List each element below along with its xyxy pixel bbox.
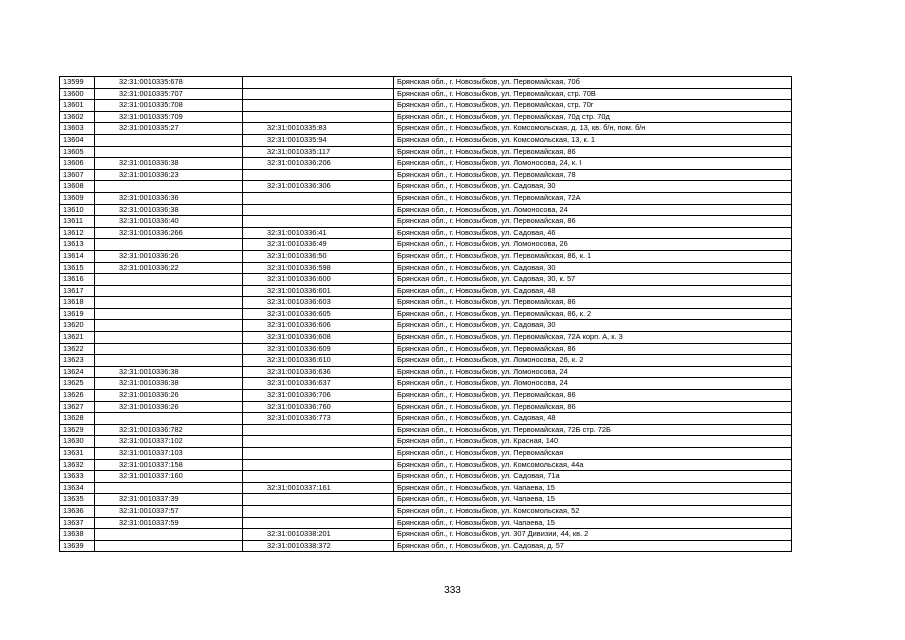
address-cell: Брянская обл., г. Новозыбков, ул. Ломоносова, 24 [394, 204, 792, 216]
land-cadastral-number-cell: 32:31:0010336:22 [95, 262, 243, 274]
land-cadastral-number-cell [95, 540, 243, 552]
building-cadastral-number-cell [243, 100, 394, 112]
building-cadastral-number-cell: 32:31:0010336:50 [243, 250, 394, 262]
address-cell: Брянская обл., г. Новозыбков, ул. Первомайская, 86 [394, 343, 792, 355]
address-cell: Брянская обл., г. Новозыбков, ул. Ломоносова, 26 [394, 239, 792, 251]
row-number-cell: 13622 [60, 343, 95, 355]
land-cadastral-number-cell: 32:31:0010336:38 [95, 366, 243, 378]
address-cell: Брянская обл., г. Новозыбков, ул. Садовая, 30 [394, 181, 792, 193]
land-cadastral-number-cell [95, 134, 243, 146]
row-number-cell: 13627 [60, 401, 95, 413]
row-number-cell: 13602 [60, 111, 95, 123]
row-number-cell: 13639 [60, 540, 95, 552]
building-cadastral-number-cell [243, 216, 394, 228]
land-cadastral-number-cell [95, 308, 243, 320]
table-row [60, 505, 792, 517]
table-row [60, 227, 792, 239]
building-cadastral-number-cell [243, 517, 394, 529]
table-row [60, 471, 792, 483]
building-cadastral-number-cell: 32:31:0010336:706 [243, 390, 394, 402]
table-row [60, 239, 792, 251]
building-cadastral-number-cell: 32:31:0010336:601 [243, 285, 394, 297]
row-number-cell: 13636 [60, 505, 95, 517]
land-cadastral-number-cell: 32:31:0010336:26 [95, 401, 243, 413]
address-cell: Брянская обл., г. Новозыбков, ул. Ломоносова, 24 [394, 378, 792, 390]
land-cadastral-number-cell: 32:31:0010337:102 [95, 436, 243, 448]
building-cadastral-number-cell: 32:31:0010335:94 [243, 134, 394, 146]
land-cadastral-number-cell [95, 355, 243, 367]
building-cadastral-number-cell: 32:31:0010336:610 [243, 355, 394, 367]
table-row [60, 88, 792, 100]
building-cadastral-number-cell: 32:31:0010336:760 [243, 401, 394, 413]
row-number-cell: 13611 [60, 216, 95, 228]
row-number-cell: 13635 [60, 494, 95, 506]
table-row [60, 390, 792, 402]
table-row [60, 285, 792, 297]
address-cell: Брянская обл., г. Новозыбков, ул. Первомайская, 72А корп. А, к. 3 [394, 332, 792, 344]
address-cell: Брянская обл., г. Новозыбков, ул. Первомайская, 86, к. 1 [394, 250, 792, 262]
land-cadastral-number-cell: 32:31:0010337:59 [95, 517, 243, 529]
land-cadastral-number-cell: 32:31:0010337:160 [95, 471, 243, 483]
table-row [60, 134, 792, 146]
address-cell: Брянская обл., г. Новозыбков, ул. Первомайская, 86 [394, 297, 792, 309]
address-cell: Брянская обл., г. Новозыбков, ул. Чапаева, 15 [394, 517, 792, 529]
row-number-cell: 13621 [60, 332, 95, 344]
building-cadastral-number-cell: 32:31:0010336:773 [243, 413, 394, 425]
table-row [60, 123, 792, 135]
address-cell: Брянская обл., г. Новозыбков, ул. Первомайская, 72Б стр. 72Б [394, 424, 792, 436]
building-cadastral-number-cell [243, 111, 394, 123]
row-number-cell: 13626 [60, 390, 95, 402]
land-cadastral-number-cell: 32:31:0010336:26 [95, 250, 243, 262]
row-number-cell: 13612 [60, 227, 95, 239]
address-cell: Брянская обл., г. Новозыбков, ул. Первомайская, 86 [394, 146, 792, 158]
land-cadastral-number-cell [95, 274, 243, 286]
land-cadastral-number-cell [95, 332, 243, 344]
land-cadastral-number-cell: 32:31:0010336:38 [95, 158, 243, 170]
table-row [60, 308, 792, 320]
land-cadastral-number-cell [95, 320, 243, 332]
building-cadastral-number-cell: 32:31:0010338:372 [243, 540, 394, 552]
address-cell: Брянская обл., г. Новозыбков, ул. Садовая, 30 [394, 320, 792, 332]
land-cadastral-number-cell: 32:31:0010337:57 [95, 505, 243, 517]
building-cadastral-number-cell [243, 436, 394, 448]
table-row [60, 332, 792, 344]
address-cell: Брянская обл., г. Новозыбков, ул. Садовая, 46 [394, 227, 792, 239]
row-number-cell: 13625 [60, 378, 95, 390]
table-row [60, 100, 792, 112]
table-row [60, 77, 792, 89]
table-row [60, 413, 792, 425]
address-cell: Брянская обл., г. Новозыбков, ул. Садовая, д. 57 [394, 540, 792, 552]
address-cell: Брянская обл., г. Новозыбков, ул. Садовая, 48 [394, 413, 792, 425]
table-row [60, 448, 792, 460]
row-number-cell: 13624 [60, 366, 95, 378]
row-number-cell: 13619 [60, 308, 95, 320]
table-row [60, 401, 792, 413]
page-number: 333 [444, 585, 461, 596]
table-row [60, 146, 792, 158]
row-number-cell: 13609 [60, 192, 95, 204]
address-cell: Брянская обл., г. Новозыбков, ул. Ломоносова, 26, к. 2 [394, 355, 792, 367]
building-cadastral-number-cell: 32:31:0010336:206 [243, 158, 394, 170]
building-cadastral-number-cell [243, 77, 394, 89]
building-cadastral-number-cell: 32:31:0010338:201 [243, 529, 394, 541]
building-cadastral-number-cell: 32:31:0010336:609 [243, 343, 394, 355]
building-cadastral-number-cell: 32:31:0010335:117 [243, 146, 394, 158]
land-cadastral-number-cell: 32:31:0010336:26 [95, 390, 243, 402]
table-row [60, 424, 792, 436]
row-number-cell: 13631 [60, 448, 95, 460]
table-row [60, 297, 792, 309]
address-cell: Брянская обл., г. Новозыбков, ул. Ломоносова, 24, к. I [394, 158, 792, 170]
land-cadastral-number-cell: 32:31:0010335:708 [95, 100, 243, 112]
row-number-cell: 13618 [60, 297, 95, 309]
table-row [60, 111, 792, 123]
building-cadastral-number-cell [243, 505, 394, 517]
land-cadastral-number-cell: 32:31:0010336:40 [95, 216, 243, 228]
land-cadastral-number-cell [95, 181, 243, 193]
property-register-table [59, 76, 792, 552]
table-row [60, 378, 792, 390]
table-row [60, 517, 792, 529]
land-cadastral-number-cell: 32:31:0010336:38 [95, 378, 243, 390]
address-cell: Брянская обл., г. Новозыбков, ул. Комсомольская, 44а [394, 459, 792, 471]
building-cadastral-number-cell [243, 204, 394, 216]
address-cell: Брянская обл., г. Новозыбков, ул. Первомайская, 70б [394, 77, 792, 89]
table-row [60, 204, 792, 216]
table-row [60, 169, 792, 181]
row-number-cell: 13633 [60, 471, 95, 483]
row-number-cell: 13617 [60, 285, 95, 297]
building-cadastral-number-cell: 32:31:0010336:608 [243, 332, 394, 344]
building-cadastral-number-cell: 32:31:0010336:636 [243, 366, 394, 378]
address-cell: Брянская обл., г. Новозыбков, ул. Первомайская, 86 [394, 216, 792, 228]
row-number-cell: 13628 [60, 413, 95, 425]
land-cadastral-number-cell [95, 482, 243, 494]
address-cell: Брянская обл., г. Новозыбков, ул. Садовая, 71а [394, 471, 792, 483]
land-cadastral-number-cell [95, 285, 243, 297]
table-row [60, 274, 792, 286]
row-number-cell: 13620 [60, 320, 95, 332]
row-number-cell: 13606 [60, 158, 95, 170]
building-cadastral-number-cell [243, 494, 394, 506]
address-cell: Брянская обл., г. Новозыбков, ул. Первомайская, 78 [394, 169, 792, 181]
address-cell: Брянская обл., г. Новозыбков, ул. Первомайская, стр. 70В [394, 88, 792, 100]
table-row [60, 320, 792, 332]
land-cadastral-number-cell [95, 239, 243, 251]
address-cell: Брянская обл., г. Новозыбков, ул. Садовая, 30, к. 57 [394, 274, 792, 286]
address-cell: Брянская обл., г. Новозыбков, ул. Первомайская, 86, к. 2 [394, 308, 792, 320]
address-cell: Брянская обл., г. Новозыбков, ул. Первомайская, 72А [394, 192, 792, 204]
row-number-cell: 13603 [60, 123, 95, 135]
table-row [60, 494, 792, 506]
land-cadastral-number-cell: 32:31:0010337:103 [95, 448, 243, 460]
table-row [60, 355, 792, 367]
address-cell: Брянская обл., г. Новозыбков, ул. Первомайская [394, 448, 792, 460]
row-number-cell: 13616 [60, 274, 95, 286]
table-row [60, 459, 792, 471]
building-cadastral-number-cell: 32:31:0010336:606 [243, 320, 394, 332]
table-row [60, 262, 792, 274]
row-number-cell: 13610 [60, 204, 95, 216]
table-row [60, 250, 792, 262]
address-cell: Брянская обл., г. Новозыбков, ул. Первомайская, 86 [394, 401, 792, 413]
table-row [60, 436, 792, 448]
land-cadastral-number-cell: 32:31:0010335:707 [95, 88, 243, 100]
address-cell: Брянская обл., г. Новозыбков, ул. Чапаева, 15 [394, 494, 792, 506]
building-cadastral-number-cell [243, 88, 394, 100]
row-number-cell: 13634 [60, 482, 95, 494]
row-number-cell: 13623 [60, 355, 95, 367]
address-cell: Брянская обл., г. Новозыбков, ул. Садовая, 30 [394, 262, 792, 274]
building-cadastral-number-cell [243, 471, 394, 483]
row-number-cell: 13607 [60, 169, 95, 181]
land-cadastral-number-cell: 32:31:0010335:27 [95, 123, 243, 135]
building-cadastral-number-cell: 32:31:0010336:41 [243, 227, 394, 239]
table-row [60, 192, 792, 204]
land-cadastral-number-cell: 32:31:0010335:709 [95, 111, 243, 123]
land-cadastral-number-cell: 32:31:0010336:782 [95, 424, 243, 436]
building-cadastral-number-cell [243, 169, 394, 181]
row-number-cell: 13637 [60, 517, 95, 529]
building-cadastral-number-cell: 32:31:0010336:49 [243, 239, 394, 251]
row-number-cell: 13604 [60, 134, 95, 146]
land-cadastral-number-cell [95, 413, 243, 425]
building-cadastral-number-cell [243, 459, 394, 471]
row-number-cell: 13615 [60, 262, 95, 274]
land-cadastral-number-cell: 32:31:0010337:39 [95, 494, 243, 506]
table-row [60, 216, 792, 228]
address-cell: Брянская обл., г. Новозыбков, ул. Ломоносова, 24 [394, 366, 792, 378]
row-number-cell: 13599 [60, 77, 95, 89]
row-number-cell: 13601 [60, 100, 95, 112]
row-number-cell: 13608 [60, 181, 95, 193]
land-cadastral-number-cell [95, 146, 243, 158]
address-cell: Брянская обл., г. Новозыбков, ул. Первомайская, стр. 70г [394, 100, 792, 112]
address-cell: Брянская обл., г. Новозыбков, ул. Первомайская, 70д стр. 70д [394, 111, 792, 123]
land-cadastral-number-cell [95, 343, 243, 355]
table-row [60, 181, 792, 193]
land-cadastral-number-cell [95, 297, 243, 309]
building-cadastral-number-cell: 32:31:0010336:603 [243, 297, 394, 309]
address-cell: Брянская обл., г. Новозыбков, ул. Комсомольская, 13, к. 1 [394, 134, 792, 146]
address-cell: Брянская обл., г. Новозыбков, ул. Комсомольская, 52 [394, 505, 792, 517]
address-cell: Брянская обл., г. Новозыбков, ул. 307 Дивизии, 44, кв. 2 [394, 529, 792, 541]
row-number-cell: 13629 [60, 424, 95, 436]
land-cadastral-number-cell: 32:31:0010335:678 [95, 77, 243, 89]
building-cadastral-number-cell: 32:31:0010336:605 [243, 308, 394, 320]
table-row [60, 158, 792, 170]
land-cadastral-number-cell [95, 529, 243, 541]
row-number-cell: 13632 [60, 459, 95, 471]
land-cadastral-number-cell: 32:31:0010336:23 [95, 169, 243, 181]
land-cadastral-number-cell: 32:31:0010336:36 [95, 192, 243, 204]
table-row [60, 540, 792, 552]
land-cadastral-number-cell: 32:31:0010337:158 [95, 459, 243, 471]
register-table-body [60, 77, 792, 552]
address-cell: Брянская обл., г. Новозыбков, ул. Первомайская, 86 [394, 390, 792, 402]
land-cadastral-number-cell: 32:31:0010336:266 [95, 227, 243, 239]
building-cadastral-number-cell [243, 448, 394, 460]
row-number-cell: 13613 [60, 239, 95, 251]
building-cadastral-number-cell: 32:31:0010336:600 [243, 274, 394, 286]
land-cadastral-number-cell: 32:31:0010336:38 [95, 204, 243, 216]
row-number-cell: 13614 [60, 250, 95, 262]
building-cadastral-number-cell: 32:31:0010336:306 [243, 181, 394, 193]
table-row [60, 366, 792, 378]
building-cadastral-number-cell [243, 192, 394, 204]
address-cell: Брянская обл., г. Новозыбков, ул. Садовая, 48 [394, 285, 792, 297]
building-cadastral-number-cell: 32:31:0010336:598 [243, 262, 394, 274]
table-row [60, 482, 792, 494]
table-row [60, 529, 792, 541]
address-cell: Брянская обл., г. Новозыбков, ул. Чапаева, 15 [394, 482, 792, 494]
building-cadastral-number-cell: 32:31:0010337:161 [243, 482, 394, 494]
row-number-cell: 13600 [60, 88, 95, 100]
row-number-cell: 13630 [60, 436, 95, 448]
building-cadastral-number-cell [243, 424, 394, 436]
address-cell: Брянская обл., г. Новозыбков, ул. Комсомольская, д. 13, кв. б/н, пом. б/н [394, 123, 792, 135]
row-number-cell: 13638 [60, 529, 95, 541]
address-cell: Брянская обл., г. Новозыбков, ул. Красная, 140 [394, 436, 792, 448]
building-cadastral-number-cell: 32:31:0010335:83 [243, 123, 394, 135]
table-row [60, 343, 792, 355]
building-cadastral-number-cell: 32:31:0010336:637 [243, 378, 394, 390]
row-number-cell: 13605 [60, 146, 95, 158]
